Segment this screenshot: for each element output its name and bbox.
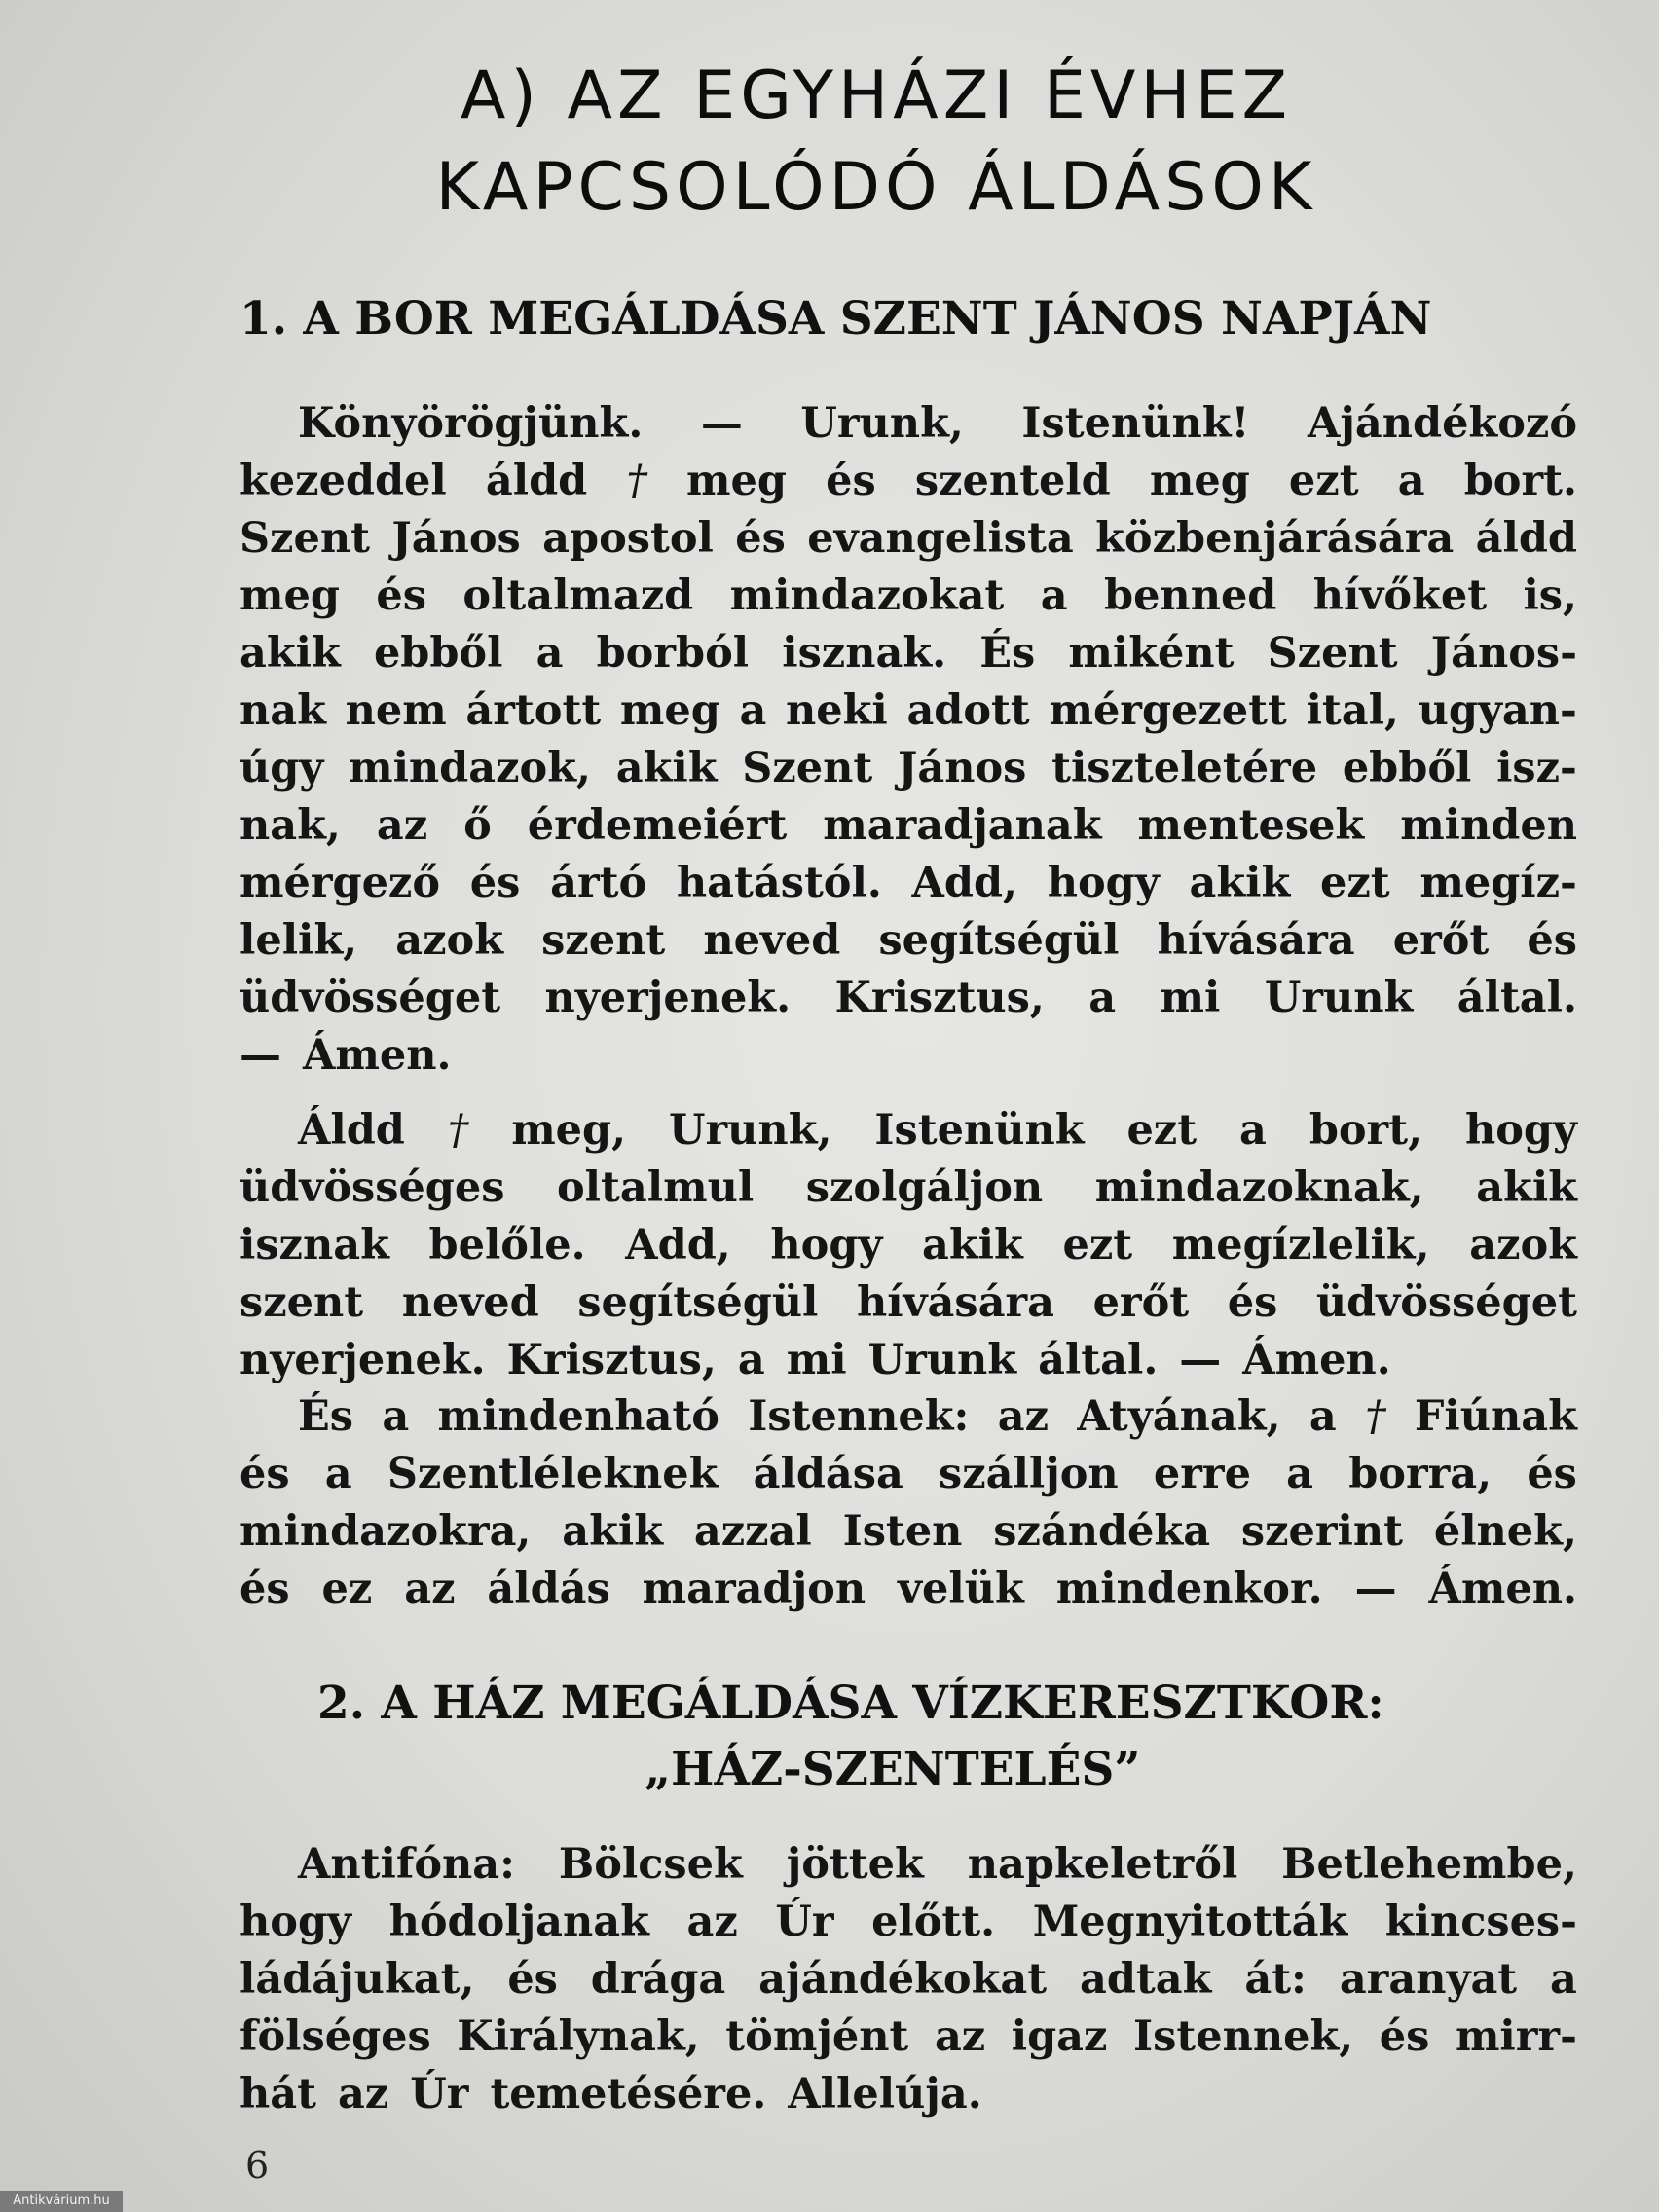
word: Betlehembe, xyxy=(1281,1840,1577,1889)
word: Urunk xyxy=(1264,974,1414,1022)
cross-symbol: † xyxy=(447,1106,469,1155)
word: közbenjárására xyxy=(1095,514,1455,563)
word: borból xyxy=(596,629,750,678)
word: mindenkor. xyxy=(1055,1565,1323,1613)
text-line xyxy=(240,740,1577,797)
word: neved xyxy=(703,916,841,965)
word: apostol xyxy=(542,514,714,563)
word: az xyxy=(404,1565,456,1613)
word: a xyxy=(1088,974,1117,1022)
word: a xyxy=(1309,1392,1337,1441)
text-line xyxy=(240,1102,1577,1160)
word: és xyxy=(1527,1450,1577,1498)
word: Atyának, xyxy=(1077,1392,1281,1441)
word: és xyxy=(240,1565,290,1613)
word: hívására xyxy=(1157,916,1355,965)
text-line xyxy=(240,453,1577,510)
word: ajándékokat xyxy=(758,1955,1048,2004)
chapter-title-line-1: A) AZ EGYHÁZI ÉVHEZ xyxy=(460,57,1293,134)
word: bort. xyxy=(1463,457,1577,505)
word: — xyxy=(240,1031,281,1080)
word: maradjon xyxy=(642,1565,866,1613)
word: hatástól. xyxy=(676,859,882,907)
word: és xyxy=(240,1450,290,1498)
word: hívőket xyxy=(1312,571,1488,620)
word: szenteld xyxy=(914,457,1111,505)
text-line xyxy=(240,1561,1577,1618)
word: Áldd xyxy=(298,1106,405,1155)
word: Urunk, xyxy=(800,399,964,448)
word: ő xyxy=(463,801,492,850)
section-1-paragraph-1 xyxy=(240,395,1577,1085)
word: igaz xyxy=(1011,2012,1108,2061)
word: Szent xyxy=(742,744,873,793)
section-1-paragraph-3 xyxy=(240,1388,1577,1618)
word: — xyxy=(700,399,743,448)
word: azok xyxy=(1469,1221,1577,1270)
word: nyerjenek. xyxy=(544,974,792,1022)
word: szent xyxy=(240,1278,364,1327)
text-line xyxy=(240,625,1577,682)
word: oltalmul xyxy=(557,1163,755,1212)
word: ezt xyxy=(1320,859,1390,907)
section-2-heading-line-2: „HÁZ-SZENTELÉS” xyxy=(645,1743,1141,1796)
word: drága xyxy=(590,1955,726,2004)
word: Istennek: xyxy=(748,1392,970,1441)
word: és xyxy=(1527,916,1577,965)
page-number: 6 xyxy=(245,2144,270,2187)
word: a xyxy=(1397,457,1425,505)
text-line xyxy=(240,395,1577,453)
word: élnek, xyxy=(1433,1507,1577,1556)
word: Krisztus, xyxy=(834,974,1045,1022)
word: Allelúja. xyxy=(788,2070,982,2119)
text-line xyxy=(240,1274,1577,1332)
word: benned xyxy=(1104,571,1277,620)
word: mindazokat xyxy=(729,571,1005,620)
word: minden xyxy=(1400,801,1577,850)
word: meg xyxy=(619,686,720,735)
word: áldd xyxy=(1475,514,1577,563)
word: Bölcsek xyxy=(558,1840,743,1889)
text-line xyxy=(240,1894,1577,1951)
word: mindazoknak, xyxy=(1094,1163,1424,1212)
word: úgy xyxy=(240,744,324,793)
word: meg, xyxy=(511,1106,627,1155)
word: az xyxy=(376,801,428,850)
word: meg xyxy=(1149,457,1250,505)
word: az xyxy=(686,1898,738,1946)
word: hogy xyxy=(1047,859,1160,907)
word: Ámen. xyxy=(1242,1336,1391,1384)
word: maradjanak xyxy=(823,801,1102,850)
word: akik xyxy=(240,629,341,678)
word: isz- xyxy=(1496,744,1577,793)
word: — xyxy=(1354,1565,1397,1613)
text-line xyxy=(240,797,1577,855)
text-line xyxy=(240,970,1577,1027)
word: mindazok, xyxy=(349,744,591,793)
word: Isten xyxy=(842,1507,963,1556)
word: üdvösséges xyxy=(240,1163,505,1212)
word: János xyxy=(897,744,1027,793)
word: isznak. xyxy=(782,629,947,678)
word: Könyörögjünk. xyxy=(298,399,644,448)
word: is, xyxy=(1523,571,1577,620)
word: nem xyxy=(345,686,447,735)
word: adott xyxy=(906,686,1030,735)
word: Szentléleknek xyxy=(387,1450,719,1498)
word: nak, xyxy=(240,801,341,850)
word: meg xyxy=(240,571,340,620)
word: és xyxy=(469,859,521,907)
word: ebből xyxy=(1342,744,1472,793)
text-line xyxy=(240,1836,1577,1894)
word: Úr xyxy=(775,1898,834,1946)
word: ez xyxy=(321,1565,373,1613)
word: szent xyxy=(541,916,666,965)
word: által. xyxy=(1038,1336,1159,1384)
word: azzal xyxy=(693,1507,812,1556)
word: miként xyxy=(1068,629,1235,678)
word: a xyxy=(737,1336,765,1384)
word: Krisztus, xyxy=(506,1336,717,1384)
word: És xyxy=(298,1392,353,1441)
word: fölséges xyxy=(240,2012,431,2061)
word: mérgező xyxy=(240,859,441,907)
word: a xyxy=(1550,1955,1577,2004)
word: mi xyxy=(1160,974,1221,1022)
word: és xyxy=(507,1955,558,2004)
word: segítségül xyxy=(577,1278,819,1327)
word: áldás xyxy=(487,1565,610,1613)
word: akik xyxy=(562,1507,664,1556)
word: a xyxy=(324,1450,352,1498)
word: Istenünk! xyxy=(1021,399,1250,448)
word: akik xyxy=(615,744,718,793)
word: és xyxy=(1227,1278,1278,1327)
cross-symbol: † xyxy=(1365,1392,1386,1441)
cross-symbol: † xyxy=(626,457,647,505)
word: János xyxy=(391,514,521,563)
word: mindazokra, xyxy=(240,1507,532,1556)
word: ártó xyxy=(550,859,647,907)
word: belőle. xyxy=(428,1221,586,1270)
word: isznak xyxy=(240,1221,389,1270)
word: akik xyxy=(922,1221,1023,1270)
word: nak xyxy=(240,686,326,735)
word: megízlelik, xyxy=(1171,1221,1430,1270)
word: Antifóna: xyxy=(298,1840,515,1889)
word: akik xyxy=(1189,859,1291,907)
word: és xyxy=(376,571,426,620)
word: tömjént xyxy=(725,2012,909,2061)
text-line xyxy=(240,1503,1577,1561)
word: a xyxy=(1040,571,1068,620)
text-line xyxy=(240,1332,1577,1389)
word: ezt xyxy=(1062,1221,1133,1270)
word: Királynak, xyxy=(457,2012,700,2061)
word: jöttek xyxy=(786,1840,924,1889)
word: az xyxy=(997,1392,1049,1441)
word: napkeletről xyxy=(967,1840,1238,1889)
text-line xyxy=(240,2066,1577,2123)
word: Istenünk xyxy=(874,1106,1085,1155)
word: érdemeiért xyxy=(527,801,788,850)
word: ezt xyxy=(1126,1106,1198,1155)
text-line xyxy=(240,1951,1577,2009)
word: szolgáljon xyxy=(805,1163,1044,1212)
word: neved xyxy=(401,1278,539,1327)
word: evangelista xyxy=(807,514,1074,563)
text-line xyxy=(240,1217,1577,1274)
word: át: xyxy=(1244,1955,1307,2004)
word: Szent xyxy=(240,514,370,563)
section-1-heading: 1. A BOR MEGÁLDÁSA SZENT JÁNOS NAPJÁN xyxy=(240,292,1432,346)
word: üdvösséget xyxy=(1315,1278,1577,1327)
word: a xyxy=(1286,1450,1314,1498)
word: Ajándékozó xyxy=(1307,399,1577,448)
word: az xyxy=(934,2012,986,2061)
word: a xyxy=(739,686,767,735)
word: Add, xyxy=(911,859,1017,907)
word: Add, xyxy=(625,1221,731,1270)
word: hát xyxy=(240,2070,316,2119)
word: erőt xyxy=(1392,916,1490,965)
word: áldása xyxy=(753,1450,903,1498)
word: nyerjenek. xyxy=(240,1336,486,1384)
word: bort, xyxy=(1309,1106,1423,1155)
word: mi xyxy=(786,1336,847,1384)
word: És xyxy=(979,629,1036,678)
word: Istennek, xyxy=(1133,2012,1354,2061)
word: szándéka xyxy=(993,1507,1211,1556)
watermark: Antikvárium.hu xyxy=(0,2191,123,2212)
section-1-paragraph-2 xyxy=(240,1102,1577,1389)
word: által. xyxy=(1456,974,1577,1022)
word: és xyxy=(1379,2012,1430,2061)
word: ládájukat, xyxy=(240,1955,475,2004)
word: János- xyxy=(1430,629,1577,678)
word: Urunk xyxy=(867,1336,1017,1384)
word: ital, xyxy=(1306,686,1399,735)
word: oltalmazd xyxy=(462,571,694,620)
word: temetésére. xyxy=(490,2070,767,2119)
word: megíz- xyxy=(1419,859,1577,907)
word: tiszteletére xyxy=(1051,744,1318,793)
word: és xyxy=(735,514,786,563)
word: hogy xyxy=(770,1221,883,1270)
word: a xyxy=(382,1392,410,1441)
word: a xyxy=(1239,1106,1267,1155)
text-line xyxy=(240,912,1577,970)
text-line xyxy=(240,1027,1577,1085)
text-line xyxy=(240,2009,1577,2066)
section-2-heading-line-1: 2. A HÁZ MEGÁLDÁSA VÍZKERESZTKOR: xyxy=(317,1677,1384,1730)
word: ártott xyxy=(465,686,602,735)
word: áldd xyxy=(485,457,588,505)
word: erőt xyxy=(1092,1278,1190,1327)
word: velük xyxy=(898,1565,1024,1613)
text-line xyxy=(240,510,1577,568)
word: a xyxy=(535,629,564,678)
word: akik xyxy=(1476,1163,1577,1212)
word: Ámen. xyxy=(303,1031,452,1080)
word: mérgezett xyxy=(1049,686,1287,735)
word: segítségül xyxy=(878,916,1120,965)
text-line xyxy=(240,1446,1577,1503)
text-line xyxy=(240,568,1577,625)
chapter-title-line-2: KAPCSOLÓDÓ ÁLDÁSOK xyxy=(435,149,1317,226)
word: ugyan- xyxy=(1418,686,1577,735)
section-2-paragraph xyxy=(240,1836,1577,2123)
word: Fiúnak xyxy=(1414,1392,1577,1441)
text-line xyxy=(240,855,1577,912)
word: szálljon xyxy=(939,1450,1119,1498)
text-line xyxy=(240,1160,1577,1217)
word: hódoljanak xyxy=(388,1898,649,1946)
word: adtak xyxy=(1080,1955,1212,2004)
word: hogy xyxy=(1464,1106,1577,1155)
word: Szent xyxy=(1267,629,1398,678)
word: azok xyxy=(395,916,503,965)
word: kincses- xyxy=(1384,1898,1577,1946)
word: szerint xyxy=(1240,1507,1404,1556)
word: borra, xyxy=(1348,1450,1493,1498)
word: mirr- xyxy=(1455,2012,1577,2061)
word: — xyxy=(1179,1336,1222,1384)
word: előtt. xyxy=(871,1898,996,1946)
word: meg xyxy=(686,457,787,505)
word: erre xyxy=(1153,1450,1251,1498)
word: ezt xyxy=(1288,457,1359,505)
word: mindenható xyxy=(437,1392,719,1441)
word: és xyxy=(826,457,876,505)
word: ebből xyxy=(373,629,503,678)
word: kezeddel xyxy=(240,457,447,505)
word: Úr xyxy=(410,2070,469,2119)
word: hogy xyxy=(240,1898,351,1946)
word: Ámen. xyxy=(1428,1565,1577,1613)
word: Megnyitották xyxy=(1032,1898,1348,1946)
word: üdvösséget xyxy=(240,974,501,1022)
chapter-title xyxy=(253,51,1499,234)
word: mentesek xyxy=(1137,801,1365,850)
word: aranyat xyxy=(1339,1955,1518,2004)
word: lelik, xyxy=(240,916,358,965)
word: az xyxy=(338,2070,389,2119)
text-line xyxy=(240,682,1577,740)
text-line xyxy=(240,1388,1577,1446)
word: hívására xyxy=(856,1278,1054,1327)
word: neki xyxy=(786,686,888,735)
word: Urunk, xyxy=(669,1106,832,1155)
